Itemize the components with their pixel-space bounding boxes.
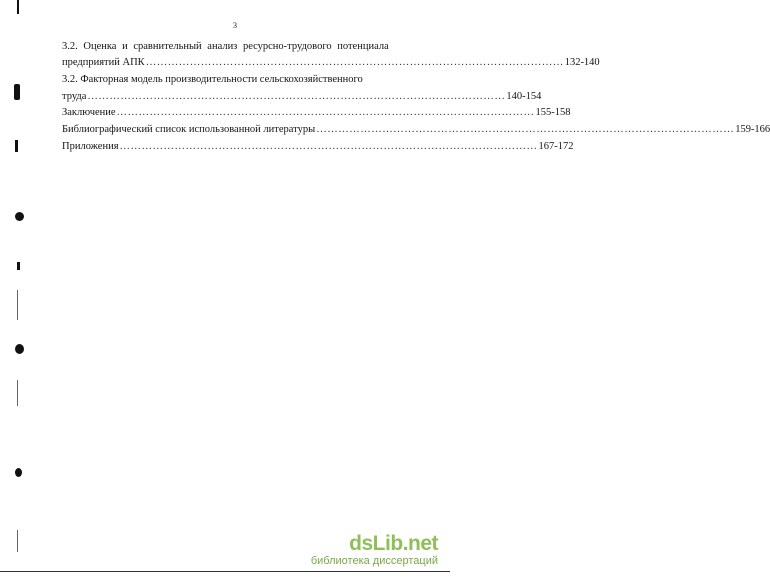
toc-leader-dots: …………………………………………………………………………………………………… [316, 124, 735, 135]
scan-mark [17, 262, 20, 270]
dslib-logo [311, 533, 438, 568]
toc-entry-3 [62, 106, 571, 119]
scan-mark [14, 84, 20, 100]
scan-mark [17, 380, 18, 406]
toc-leader-dots: …………………………………………………………………………………………………… [119, 141, 538, 152]
scan-mark [17, 290, 18, 320]
toc-leader-dots: …………………………………………………………………………………………………… [116, 107, 535, 118]
toc-entry-5-pages: 167-172 [538, 141, 574, 152]
toc-entry-1-pages: 132-140 [564, 57, 600, 68]
toc-entry-2-line2 [62, 90, 542, 103]
toc-entry-1-number: 3.2. [62, 41, 78, 52]
toc-entry-1-line2 [62, 56, 600, 69]
toc-entry-2-number: 3.2. [62, 74, 78, 85]
toc-entry-5-title: Приложения [62, 141, 119, 152]
page-number: 3 [233, 21, 237, 30]
scan-mark [15, 344, 24, 354]
toc-leader-dots: …………………………………………………………………………………………………… [87, 91, 506, 102]
toc-entry-1-title-line1 [62, 40, 414, 53]
toc-entry-2-title-cont: труда [62, 91, 87, 102]
scan-mark [17, 0, 19, 14]
logo-brand: dsLib.net [349, 532, 438, 555]
toc-entry-5 [62, 140, 574, 153]
scan-edge-line [0, 571, 450, 572]
toc-entry-2-pages: 140-154 [506, 91, 542, 102]
toc-entry-1-title: Оценка и сравнительный анализ ресурсно-трудового потенциала [83, 41, 389, 52]
toc-entry-3-title: Заключение [62, 107, 116, 118]
toc-entry-2-title: Факторная модель производительности сельскохозяйственного [80, 74, 363, 85]
toc-entry-4-pages: 159-166 [735, 124, 770, 135]
scan-mark [17, 530, 18, 552]
toc-entry-4 [62, 123, 770, 136]
logo-subtitle: библиотека диссертаций [310, 555, 438, 567]
toc-entry-3-pages: 155-158 [535, 107, 571, 118]
toc-entry-4-title: Библиографический список использованной литературы [62, 124, 316, 135]
toc-entry-2-title-line1 [62, 73, 414, 86]
scan-mark [15, 140, 18, 152]
scan-mark [15, 212, 24, 221]
toc-leader-dots: …………………………………………………………………………………………………… [145, 57, 564, 68]
toc-entry-1-title-cont: предприятий АПК [62, 57, 145, 68]
scan-mark [15, 468, 22, 477]
